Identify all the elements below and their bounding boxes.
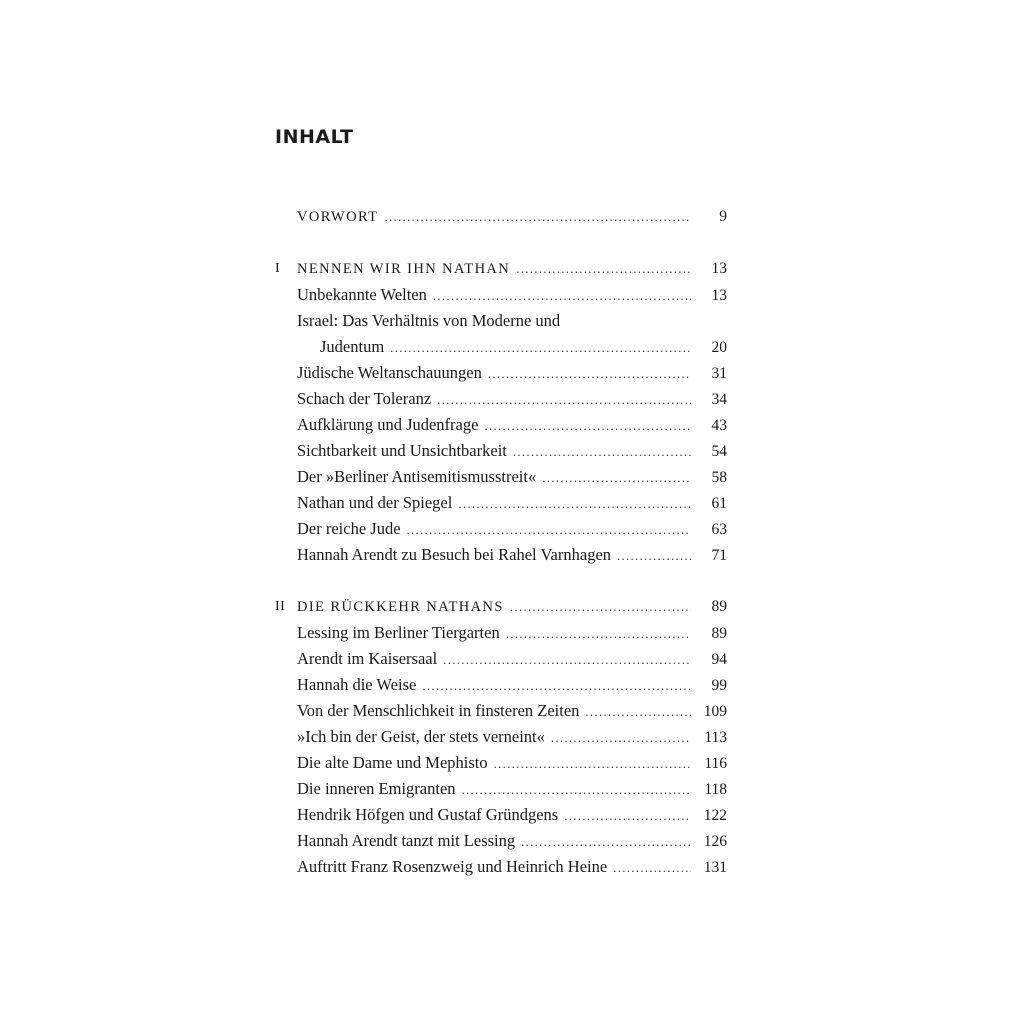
toc-page-number: 99 <box>711 677 727 694</box>
toc-entry[interactable] <box>275 750 727 776</box>
dot-leader <box>384 204 691 230</box>
toc-page-number: 20 <box>711 339 727 356</box>
dot-leader <box>551 725 691 751</box>
toc-page-number: 118 <box>704 781 727 798</box>
toc-entry-label: Der »Berliner Antisemitismusstreit« <box>297 467 537 486</box>
toc-page-number: 89 <box>711 625 727 642</box>
toc-page-number: 71 <box>711 547 727 564</box>
dot-leader <box>407 517 691 543</box>
section-spacer <box>275 568 727 594</box>
toc-page-number: 54 <box>711 443 727 460</box>
toc-entry-label: »Ich bin der Geist, der stets verneint« <box>297 727 545 746</box>
toc-page-number: 131 <box>703 859 727 876</box>
toc-entry-label: Die inneren Emigranten <box>297 779 456 798</box>
toc-entry[interactable] <box>275 308 727 334</box>
toc-entry[interactable] <box>275 412 727 438</box>
dot-leader <box>462 777 691 803</box>
toc-entry-vorwort[interactable] <box>275 204 727 230</box>
toc-page-number: 89 <box>711 598 727 615</box>
toc-page-number: 122 <box>703 807 727 824</box>
toc-entry-label: Judentum <box>320 337 385 356</box>
toc-entry[interactable] <box>275 828 727 854</box>
toc-entry-label: Schach der Toleranz <box>297 389 432 408</box>
dot-leader <box>437 387 691 413</box>
toc-entry-label: Nathan und der Spiegel <box>297 493 453 512</box>
toc-part-heading[interactable] <box>275 594 727 620</box>
toc-page-number: 113 <box>704 729 727 746</box>
toc-part-heading[interactable] <box>275 256 727 282</box>
dot-leader <box>510 594 691 620</box>
dot-leader <box>443 647 691 673</box>
dot-leader <box>488 361 691 387</box>
toc-entry[interactable] <box>275 646 727 672</box>
toc-entry-label: Hannah die Weise <box>297 675 417 694</box>
toc-page-number: 109 <box>703 703 727 720</box>
toc-entry-label: DIE RÜCKKEHR NATHANS <box>297 599 504 615</box>
toc-entry[interactable] <box>275 698 727 724</box>
toc-entry-label: Arendt im Kaisersaal <box>297 649 438 668</box>
toc-page-number: 63 <box>711 521 727 538</box>
toc-entry-label: Lessing im Berliner Tiergarten <box>297 623 500 642</box>
toc-entry-label: Hendrik Höfgen und Gustaf Gründgens <box>297 805 559 824</box>
dot-leader <box>484 413 691 439</box>
toc-page-number: 43 <box>711 417 727 434</box>
dot-leader <box>506 621 691 647</box>
toc-entry-label: Auftritt Franz Rosenzweig und Heinrich Heine <box>297 857 608 876</box>
toc-page-number: 94 <box>711 651 727 668</box>
toc-entry[interactable] <box>275 854 727 880</box>
toc-entry[interactable] <box>275 464 727 490</box>
toc-entry-label: Der reiche Jude <box>297 519 401 538</box>
toc-page-number: 13 <box>711 260 727 277</box>
dot-leader <box>422 673 691 699</box>
toc-entry-label: Hannah Arendt zu Besuch bei Rahel Varnhagen <box>297 545 612 564</box>
dot-leader <box>617 543 691 569</box>
toc-entry-label: Hannah Arendt tanzt mit Lessing <box>297 831 516 850</box>
toc-entry-label: NENNEN WIR IHN NATHAN <box>297 261 511 277</box>
toc-entry-label: Jüdische Weltanschauungen <box>297 363 482 382</box>
toc-page-number: 9 <box>719 208 727 225</box>
toc-entry[interactable] <box>275 620 727 646</box>
toc-page-number: 58 <box>711 469 727 486</box>
toc-entry[interactable] <box>275 776 727 802</box>
part-numeral: II <box>275 599 286 614</box>
dot-leader <box>516 256 691 282</box>
toc-entry-label: Unbekannte Welten <box>297 285 427 304</box>
toc-page-number: 34 <box>711 391 727 408</box>
section-spacer <box>275 230 727 256</box>
toc-entry[interactable] <box>275 438 727 464</box>
dot-leader <box>542 465 691 491</box>
dot-leader <box>458 491 691 517</box>
toc-page-number: 61 <box>711 495 727 512</box>
dot-leader <box>513 439 691 465</box>
toc-page-number: 13 <box>711 287 727 304</box>
toc-entry-label: VORWORT <box>297 209 379 225</box>
toc-title: INHALT <box>275 126 354 148</box>
toc-page-number: 31 <box>711 365 727 382</box>
table-of-contents <box>275 204 727 880</box>
toc-entry-label: Die alte Dame und Mephisto <box>297 753 488 772</box>
toc-entry[interactable] <box>275 386 727 412</box>
dot-leader <box>494 751 691 777</box>
part-numeral: I <box>275 261 281 276</box>
dot-leader <box>390 335 691 361</box>
dot-leader <box>585 699 691 725</box>
toc-entry[interactable] <box>275 360 727 386</box>
toc-entry-label: Aufklärung und Judenfrage <box>297 415 479 434</box>
toc-entry-label: Von der Menschlichkeit in finsteren Zeiten <box>297 701 580 720</box>
toc-entry-label: Israel: Das Verhältnis von Moderne und <box>297 311 561 330</box>
toc-entry-continuation[interactable] <box>275 334 727 360</box>
dot-leader <box>564 803 691 829</box>
toc-entry-label: Sichtbarkeit und Unsichtbarkeit <box>297 441 507 460</box>
toc-entry[interactable] <box>275 490 727 516</box>
dot-leader <box>521 829 691 855</box>
dot-leader <box>613 855 691 881</box>
toc-entry[interactable] <box>275 516 727 542</box>
toc-entry[interactable] <box>275 282 727 308</box>
toc-page-number: 116 <box>704 755 727 772</box>
toc-entry[interactable] <box>275 542 727 568</box>
toc-entry[interactable] <box>275 724 727 750</box>
dot-leader <box>433 283 691 309</box>
toc-entry[interactable] <box>275 802 727 828</box>
toc-entry[interactable] <box>275 672 727 698</box>
toc-page-number: 126 <box>703 833 727 850</box>
